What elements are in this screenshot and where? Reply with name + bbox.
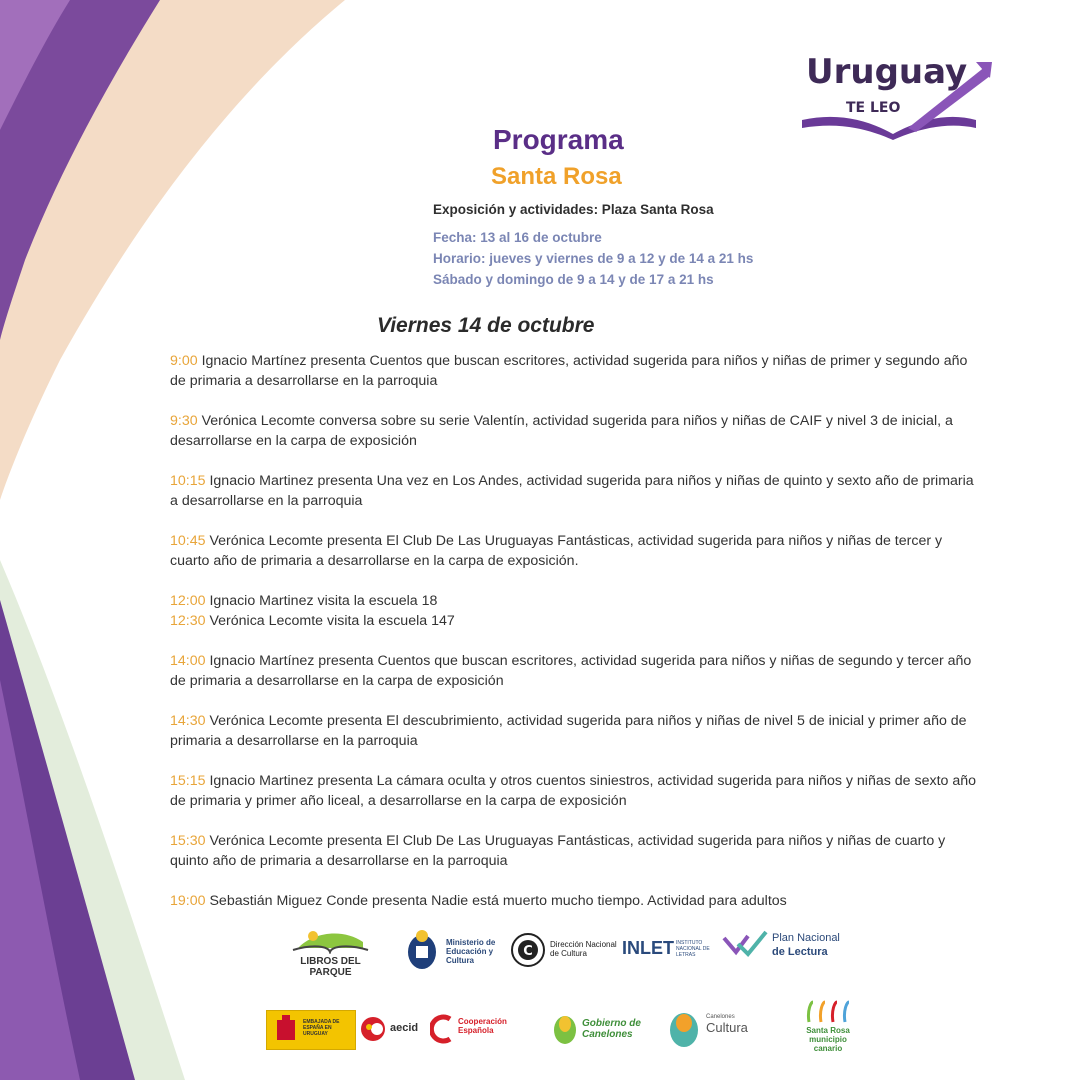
- day-heading: Viernes 14 de octubre: [377, 314, 595, 337]
- aecid-c-icon: [360, 1016, 386, 1042]
- schedule-entry: [170, 611, 985, 631]
- drop-icon: [552, 1010, 578, 1046]
- canelones-line-1: Gobierno de: [582, 1018, 641, 1029]
- uruguay-te-leo-logo: [798, 50, 998, 142]
- page-subtitle: Santa Rosa: [491, 163, 622, 190]
- hours-weekend-line: Sábado y domingo de 9 a 14 y de 17 a 21 hs: [433, 272, 714, 287]
- entry-text: Ignacio Martinez visita la escuela 18: [209, 593, 438, 609]
- schedule-entry: [170, 471, 985, 511]
- figures-icon: [803, 998, 853, 1024]
- schedule-list: [170, 351, 985, 931]
- entry-text: Ignacio Martínez presenta Cuentos que buscan escritores, actividad sugerida para niños y niñas de segundo y tercer año de primaria a desarrollarse en la carpa de exposición: [170, 653, 972, 689]
- santa-rosa-logo: [796, 998, 860, 1058]
- embajada-text: EMBAJADA DE ESPAÑA EN URUGUAY: [303, 1019, 340, 1037]
- hours-weekday-line: Horario: jueves y viernes de 9 a 12 y de 14 a 21 hs: [433, 251, 754, 266]
- c-badge-icon: [510, 932, 546, 968]
- book-landscape-icon: [283, 922, 378, 954]
- svg-text:C: C: [523, 944, 533, 959]
- entry-time: 15:30: [170, 833, 206, 849]
- canelones-line-2: Canelones: [582, 1029, 633, 1040]
- entry-text: Verónica Lecomte presenta El Club De Las Uruguayas Fantásticas, actividad sugerida para niños y niñas de tercer y cuarto año de primaria a desarrollarse en la carpa de exposición.: [170, 533, 943, 569]
- aecid-text: aecid: [390, 1022, 419, 1034]
- inlet-subtext: INSTITUTO NACIONAL DE LETRAS: [676, 940, 710, 958]
- entry-time: 9:30: [170, 413, 198, 429]
- santa-rosa-text: [796, 1026, 860, 1053]
- embajada-logo: [266, 1010, 356, 1050]
- cooperacion-logo: [430, 1010, 526, 1048]
- cooperacion-line-1: Cooperación: [458, 1017, 507, 1026]
- schedule-entry: [170, 531, 985, 571]
- entry-text: Verónica Lecomte presenta El descubrimiento, actividad sugerida para niños y niñas de nivel 5 de inicial y primer año de primaria a desarrollarse en la parroquia: [170, 713, 967, 749]
- entry-text: Sebastián Miguez Conde presenta Nadie está muerto mucho tiempo. Actividad para adultos: [209, 893, 787, 909]
- entry-text: Verónica Lecomte visita la escuela 147: [209, 613, 455, 629]
- entry-time: 19:00: [170, 893, 206, 909]
- gobierno-canelones-logo: [552, 1010, 648, 1050]
- entry-text: Verónica Lecomte presenta El Club De Las Uruguayas Fantásticas, actividad sugerida para niños y niñas de cuarto y quinto año de primaria a desarrollarse en la parroquia: [170, 833, 946, 869]
- coat-of-arms-icon: [404, 928, 440, 972]
- pnl-line-2: de Lectura: [772, 946, 828, 958]
- schedule-entry: [170, 891, 985, 911]
- canelones-text: [582, 1018, 641, 1040]
- entry-text: Ignacio Martinez presenta Una vez en Los Andes, actividad sugerida para niños y niñas de quinto y sexto año de primaria a desarrollarse en la parroquia: [170, 473, 974, 509]
- entry-time: 14:30: [170, 713, 206, 729]
- canelones-cultura-logo: [668, 1006, 764, 1050]
- logo-word-uruguay: Uruguay: [806, 52, 968, 92]
- cultura-drop-icon: [668, 1006, 700, 1048]
- entry-text: Ignacio Martinez presenta La cámara oculta y otros cuentos siniestros, actividad sugerida para niños y niñas de sexto año de primaria y primer año liceal, a desarrollarse en la carpa de exposición: [170, 773, 977, 809]
- inlet-text: INLET: [622, 938, 674, 958]
- aecid-logo: [360, 1012, 426, 1046]
- cultura-line-1: Canelones: [706, 1014, 735, 1020]
- cultura-line-2: Cultura: [706, 1020, 748, 1035]
- schedule-entry: [170, 771, 985, 811]
- schedule-entry: [170, 831, 985, 871]
- entry-time: 10:45: [170, 533, 206, 549]
- cooperacion-c-icon: [430, 1013, 454, 1045]
- page-title: Programa: [493, 124, 624, 155]
- mec-logo: [404, 928, 504, 976]
- cooperacion-text: [458, 1017, 507, 1035]
- santa-rosa-line-3: canario: [813, 1044, 843, 1053]
- mec-text: Ministerio de Educación y Cultura: [446, 938, 496, 965]
- check-mark-icon: [722, 928, 768, 958]
- libros-del-parque-text: LIBROS DEL PARQUE: [300, 956, 361, 978]
- entry-time: 12:30: [170, 613, 206, 629]
- logo-word-te-leo: TE LEO: [846, 100, 901, 116]
- schedule-entry: [170, 351, 985, 391]
- venue-line: Exposición y actividades: Plaza Santa Rosa: [433, 202, 714, 217]
- plan-nacional-lectura-logo: [722, 928, 852, 968]
- event-info: [433, 227, 753, 290]
- inlet-logo: [622, 936, 714, 968]
- libros-del-parque-logo: [283, 922, 378, 978]
- schedule-entry: [170, 591, 985, 611]
- pnl-line-1: Plan Nacional: [772, 932, 840, 944]
- pnl-text: [772, 931, 840, 959]
- entry-text: Ignacio Martínez presenta Cuentos que buscan escritores, actividad sugerida para niños y niñas de primer y segundo año de primaria a desarrollarse en la parroquia: [170, 353, 968, 389]
- schedule-entry: [170, 411, 985, 451]
- schedule-entry: [170, 651, 985, 691]
- date-line: Fecha: 13 al 16 de octubre: [433, 230, 602, 245]
- entry-time: 9:00: [170, 353, 198, 369]
- entry-time: 10:15: [170, 473, 206, 489]
- cooperacion-line-2: Española: [458, 1026, 494, 1035]
- cultura-text: [706, 1014, 748, 1035]
- santa-rosa-line-1: Santa Rosa: [806, 1026, 850, 1035]
- entry-time: 12:00: [170, 593, 206, 609]
- entry-time: 15:15: [170, 773, 206, 789]
- dnc-text: Dirección Nacional de Cultura: [550, 940, 617, 958]
- santa-rosa-line-2: municipio: [809, 1035, 847, 1044]
- schedule-entry: [170, 711, 985, 751]
- spain-crest-icon: [273, 1014, 299, 1046]
- entry-text: Verónica Lecomte conversa sobre su serie Valentín, actividad sugerida para niños y niñas de CAIF y nivel 3 de inicial, a desarrollarse en la carpa de exposición: [170, 413, 953, 449]
- dnc-logo: [510, 932, 620, 972]
- entry-time: 14:00: [170, 653, 206, 669]
